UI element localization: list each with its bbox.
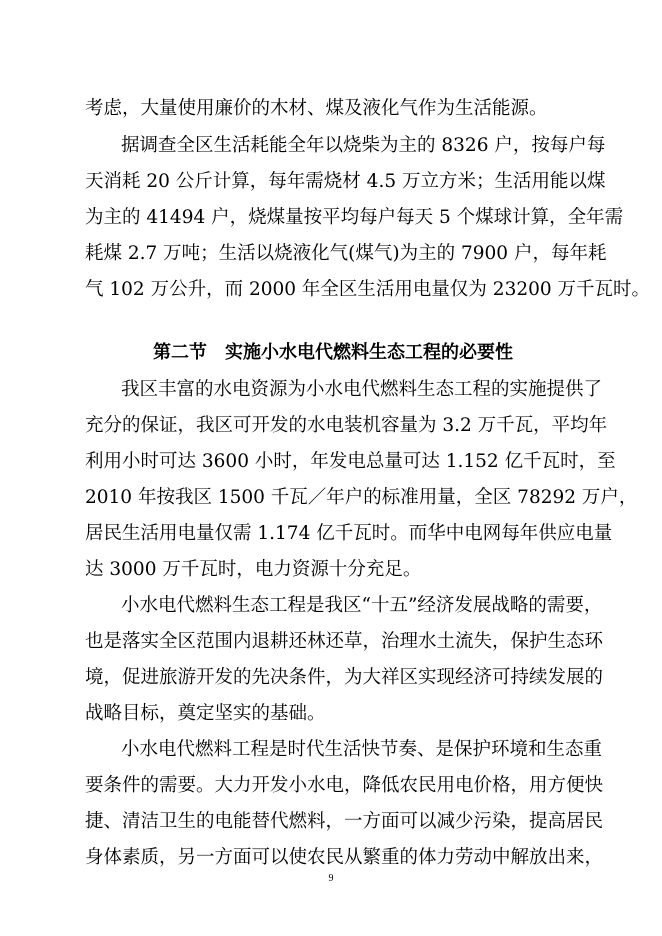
text-line: 身体素质，另一方面可以使农民从繁重的体力劳动中解放出来， [85,847,604,868]
text-line: 考虑，大量使用廉价的木材、煤及液化气作为生活能源。 [85,98,548,119]
text-line: 耗煤 2.7 万吨；生活以烧液化气(煤气)为主的 7900 户，每年耗 [85,243,607,264]
section-heading: 第二节 实施小水电代燃料生态工程的必要性 [153,342,513,363]
text-line: 我区丰富的水电资源为小水电代燃料生态工程的实施提供了 [121,379,603,400]
text-line: 小水电代燃料生态工程是我区“十五”经济发展战略的需要， [121,595,603,616]
text-line: 2010 年按我区 1500 千瓦／年户的标准用量，全区 78292 万户， [85,487,638,508]
text-line: 捷、清洁卫生的电能替代燃料，一方面可以减少污染，提高居民 [85,811,604,832]
text-line: 充分的保证，我区可开发的水电装机容量为 3.2 万千瓦，平均年 [85,415,608,436]
text-line: 也是落实全区范围内退耕还林还草，治理水土流失，保护生态环 [85,631,604,652]
text-line: 为主的 41494 户，烧煤量按平均每户每天 5 个煤球计算，全年需 [85,207,624,228]
text-line: 利用小时可达 3600 小时，年发电总量可达 1.152 亿千瓦时，至 [85,451,616,472]
text-line: 要条件的需要。大力开发小水电，降低农民用电价格，用方便快 [85,775,604,796]
text-line: 居民生活用电量仅需 1.174 亿千瓦时。而华中电网每年供应电量 [85,523,613,544]
text-line: 小水电代燃料工程是时代生活快节奏、是保护环境和生态重 [121,739,603,760]
text-line: 境，促进旅游开发的先决条件，为大祥区实现经济可持续发展的 [85,667,604,688]
page-number: 9 [328,873,334,884]
text-line: 气 102 万公升，而 2000 年全区生活用电量仅为 23200 万千瓦时。 [85,279,651,300]
text-line: 战略目标，奠定坚实的基础。 [85,703,326,724]
text-line: 达 3000 万千瓦时，电力资源十分充足。 [85,559,422,580]
text-line: 据调查全区生活耗能全年以烧柴为主的 8326 户，按每户每 [121,135,606,156]
text-line: 天消耗 20 公斤计算，每年需烧材 4.5 万立方米；生活用能以煤 [85,171,606,192]
